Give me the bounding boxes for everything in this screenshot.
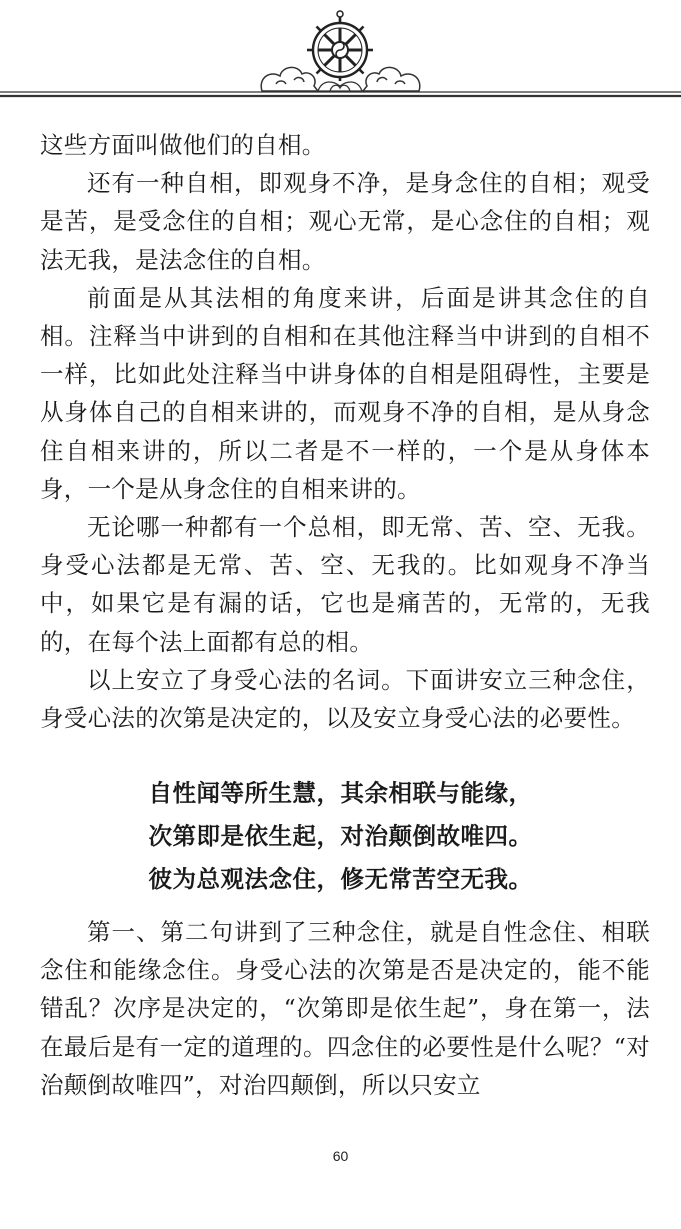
verse-line: 次第即是依生起，对治颠倒故唯四。 <box>148 822 533 850</box>
verse-line: 自性闻等所生慧，其余相联与能缘， <box>148 779 533 807</box>
verse-line: 彼为总观法念住，修无常苦空无我。 <box>148 865 533 893</box>
paragraph: 这些方面叫做他们的自相。 <box>40 131 326 159</box>
page-number: 60 <box>332 1148 349 1164</box>
dharma-wheel-icon <box>307 11 373 81</box>
paragraph: 前面是从其法相的角度来讲，后面是讲其念住的自相。注释当中讲到的自相和在其他注释当中讲到的自相不一样，比如此处注释当中讲身体的自相是阻碍性，主要是从身体自己的自相来讲的，而观身不净的自相，是从身念住自相来讲的，所以二者是不一样的，一个是从身体本身，一个是从身念住的自相来讲的。 <box>40 283 650 503</box>
lotus-base-icon <box>318 82 362 91</box>
main-text-continued <box>40 913 650 1104</box>
paragraph: 无论哪一种都有一个总相，即无常、苦、空、无我。身受心法都是无常、苦、空、无我的。比如观身不净当中，如果它是有漏的话，它也是痛苦的，无常的，无我的，在每个法上面都有总的相。 <box>40 513 650 656</box>
verse-block <box>0 772 681 901</box>
main-text <box>40 126 650 737</box>
paragraph: 以上安立了身受心法的名词。下面讲安立三种念住，身受心法的次第是决定的，以及安立身受心法的必要性。 <box>40 665 650 733</box>
cloud-right-icon <box>363 67 420 91</box>
header-rule <box>0 92 681 96</box>
paragraph: 还有一种自相，即观身不净，是身念住的自相；观受是苦，是受念住的自相；观心无常，是心念住的自相；观法无我，是法念住的自相。 <box>40 169 650 274</box>
cloud-left-icon <box>261 67 318 91</box>
header-ornament <box>0 0 681 110</box>
paragraph: 第一、第二句讲到了三种念住，就是自性念住、相联念住和能缘念住。身受心法的次第是否是决定的，能不能错乱？次序是决定的，“次第即是依生起”，身在第一，法在最后是有一定的道理的。四念住的必要性是什么呢？“对治颠倒故唯四”，对治四颠倒，所以只安立 <box>40 918 650 1099</box>
